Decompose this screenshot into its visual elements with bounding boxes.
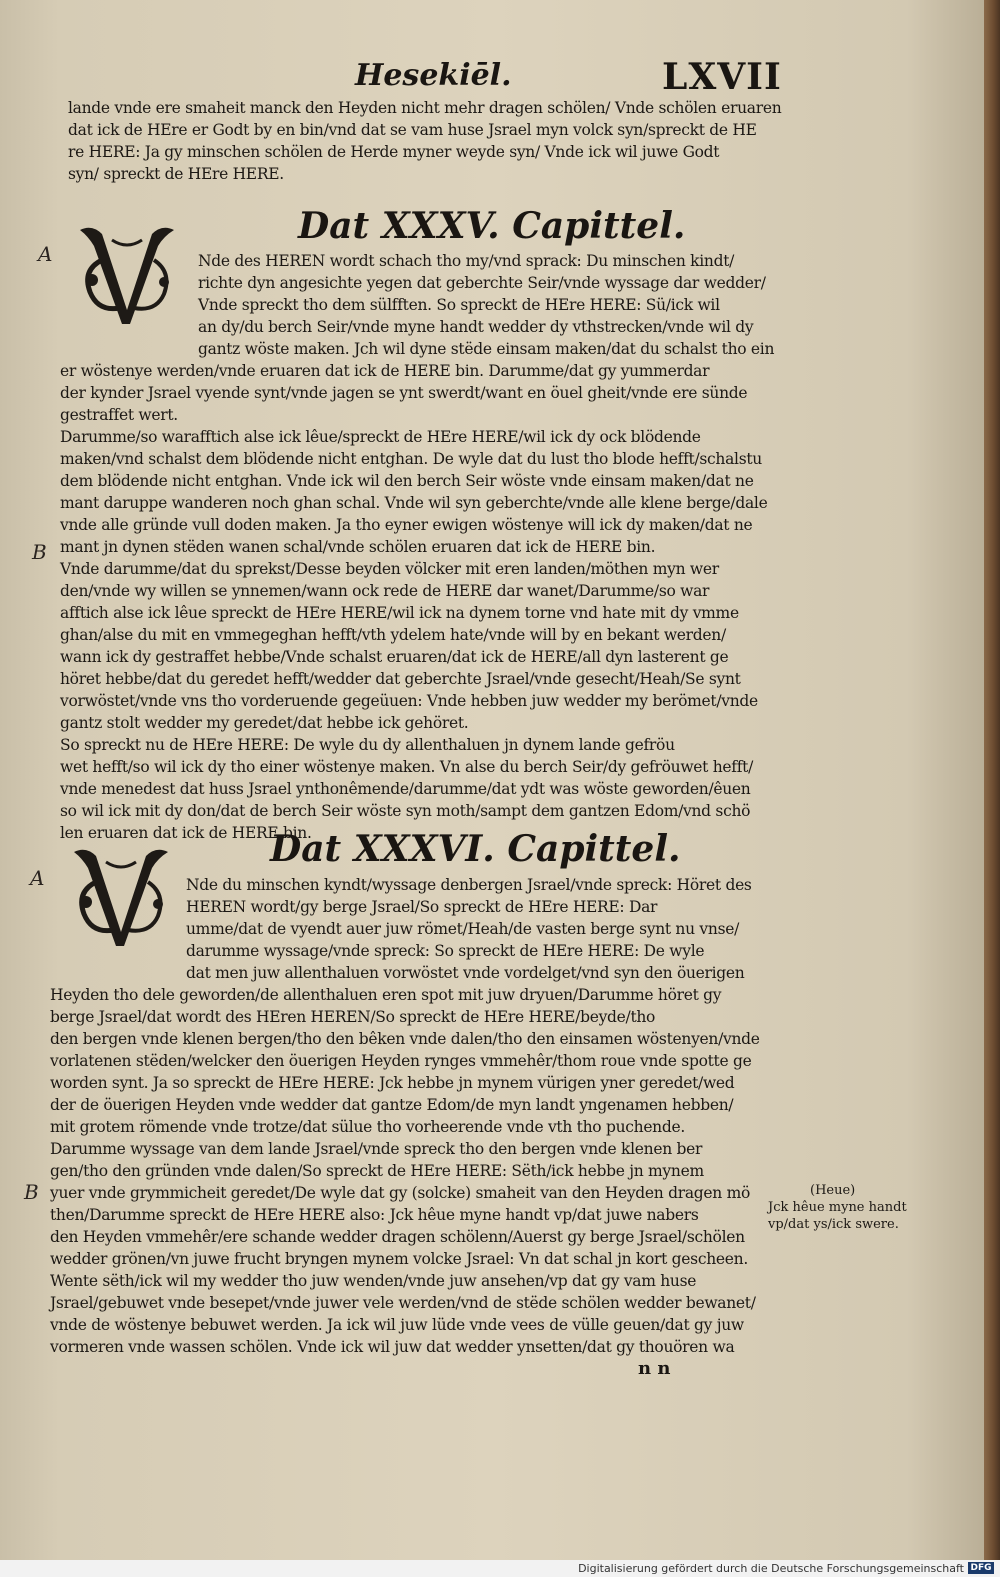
chapter36-line: wedder grönen/vn juwe frucht bryngen mynem volcke Jsrael: Vn dat schal jn kort gescheen. xyxy=(50,1250,748,1268)
chapter36-line: den Heyden vmmehêr/ere schande wedder dragen schölenn/Auerst gy berge Jsrael/schölen xyxy=(50,1228,745,1246)
chapter36-line: worden synt. Ja so spreckt de HEre HERE: Jck hebbe jn mynem vürigen yner geredet/wed xyxy=(50,1074,735,1092)
signature-mark: n n xyxy=(638,1358,671,1379)
chapter36-line: den bergen vnde klenen bergen/tho den bêken vnde dalen/tho den einsamen wöstenyen/vnde xyxy=(50,1030,760,1048)
chapter35-line: höret hebbe/dat du geredet hefft/wedder dat geberchte Jsrael/vnde gesecht/Heah/Se synt xyxy=(60,670,741,688)
chapter35-line: So spreckt nu de HEre HERE: De wyle du dy allenthaluen jn dynem lande gefröu xyxy=(60,736,675,754)
chapter35-line: vnde menedest dat huss Jsrael ynthonêmende/darumme/dat ydt was wöste geworden/êuen xyxy=(60,780,751,798)
chapter35-line: Darumme/so warafftich alse ick lêue/spreckt de HEre HERE/wil ick dy ock blödende xyxy=(60,428,701,446)
footer-credit: Digitalisierung gefördert durch die Deutsche Forschungsgemeinschaft xyxy=(578,1562,964,1575)
chapter35-line: vorwöstet/vnde vns tho vorderuende gegeüuen: Vnde hebben juw wedder my berömet/vnde xyxy=(60,692,758,710)
chapter35-line: gantz stolt wedder my geredet/dat hebbe ick gehöret. xyxy=(60,714,469,732)
chapter35-line: Nde des HEREN wordt schach tho my/vnd sprack: Du minschen kindt/ xyxy=(198,252,735,270)
chapter35-line: wann ick dy gestraffet hebbe/Vnde schalst eruaren/dat ick de HERE/all dyn lasterent ge xyxy=(60,648,729,666)
chapter36-line: vnde de wöstenye bebuwet werden. Ja ick wil juw lüde vnde vees de vülle geuen/dat gy juw xyxy=(50,1316,744,1334)
chapter35-line: Vnde darumme/dat du sprekst/Desse beyden völcker mit eren landen/möthen myn wer xyxy=(60,560,719,578)
chapter36-line: dat men juw allenthaluen vorwöstet vnde vordelget/vnd syn den öuerigen xyxy=(186,964,745,982)
chapter36-line: vorlatenen stëden/welcker den öuerigen Heyden rynges vmmehêr/thom roue vnde spotte ge xyxy=(50,1052,752,1070)
chapter36-line: gen/tho den gründen vnde dalen/So spreckt de HEre HERE: Sëth/ick hebbe jn mynem xyxy=(50,1162,704,1180)
margin-letter-b: B xyxy=(24,1180,39,1204)
chapter35-line: mant daruppe wanderen noch ghan schal. Vnde wil syn geberchte/vnde alle klene berge/dale xyxy=(60,494,768,512)
chapter36-line: Nde du minschen kyndt/wyssage denbergen Jsrael/vnde spreck: Höret des xyxy=(186,876,752,894)
chapter35-line: so wil ick mit dy don/dat de berch Seir wöste syn moth/sampt dem gantzen Edom/vnd schö xyxy=(60,802,751,820)
chapter36-line: der de öuerigen Heyden vnde wedder dat gantze Edom/de myn landt yngenamen hebben/ xyxy=(50,1096,734,1114)
sidenote-line: Jck hêue myne handt xyxy=(768,1200,907,1215)
decorated-initial-v xyxy=(66,842,176,952)
chapter36-line: HEREN wordt/gy berge Jsrael/So spreckt de HEre HERE: Dar xyxy=(186,898,658,916)
chapter35-line: maken/vnd schalst dem blödende nicht entghan. De wyle dat du lust tho blode hefft/schalstu xyxy=(60,450,762,468)
chapter35-line: er wöstenye werden/vnde eruaren dat ick de HERE bin. Darumme/dat gy yummerdar xyxy=(60,362,710,380)
chapter36-line: then/Darumme spreckt de HEre HERE also: Jck hêue myne handt vp/dat juwe nabers xyxy=(50,1206,699,1224)
chapter35-line: wet hefft/so wil ick dy tho einer wöstenye maken. Vn alse du berch Seir/dy gefröuwet hefft/ xyxy=(60,758,753,776)
chapter35-line: vnde alle gründe vull doden maken. Ja tho eyner ewigen wöstenye will ick dy maken/dat ne xyxy=(60,516,753,534)
chapter36-line: vormeren vnde wassen schölen. Vnde ick wil juw dat wedder ynsetten/dat gy thouören wa xyxy=(50,1338,735,1356)
chapter36-line: Darumme wyssage van dem lande Jsrael/vnde spreck tho den bergen vnde klenen ber xyxy=(50,1140,703,1158)
chapter35-line: dem blödende nicht entghan. Vnde ick wil den berch Seir wöste vnde einsam maken/dat ne xyxy=(60,472,754,490)
chapter36-line: darumme wyssage/vnde spreck: So spreckt de HEre HERE: De wyle xyxy=(186,942,705,960)
chapter36-line: berge Jsrael/dat wordt des HEren HEREN/So spreckt de HEre HERE/beyde/tho xyxy=(50,1008,656,1026)
chapter35-line: an dy/du berch Seir/vnde myne handt wedder dy vthstrecken/vnde wil dy xyxy=(198,318,754,336)
chapter35-line: mant jn dynen stëden wanen schal/vnde schölen eruaren dat ick de HERE bin. xyxy=(60,538,656,556)
intro-line: re HERE: Ja gy minschen schölen de Herde myner weyde syn/ Vnde ick wil juwe Godt xyxy=(68,143,720,161)
chapter35-line: ghan/alse du mit en vmmegeghan hefft/vth ydelem hate/vnde will by en bekant werden/ xyxy=(60,626,726,644)
folio-number: LXVII xyxy=(662,56,782,98)
dfg-logo: DFG xyxy=(968,1562,994,1574)
chapter-heading: Dat XXXV. Capittel. xyxy=(298,205,686,247)
chapter36-line: Heyden tho dele geworden/de allenthaluen eren spot mit juw dryuen/Darumme höret gy xyxy=(50,986,722,1004)
chapter35-line: Vnde spreckt tho dem sülfften. So spreckt de HEre HERE: Sü/ick wil xyxy=(198,296,720,314)
chapter36-line: mit grotem römende vnde trotze/dat sülue tho vorheerende vnde vth tho puchende. xyxy=(50,1118,685,1136)
chapter35-line: gestraffet wert. xyxy=(60,406,178,424)
running-head-title: Hesekiēl. xyxy=(355,58,512,93)
chapter35-line: len eruaren dat ick de HERE bin. xyxy=(60,824,312,842)
chapter36-line: Wente sëth/ick wil my wedder tho juw wenden/vnde juw ansehen/vp dat gy vam huse xyxy=(50,1272,697,1290)
sidenote-line: (Heue) xyxy=(810,1183,856,1198)
chapter35-line: afftich alse ick lêue spreckt de HEre HERE/wil ick na dynem torne vnd hate mit dy vmme xyxy=(60,604,739,622)
page-edge xyxy=(984,0,1000,1560)
chapter35-line: den/vnde wy willen se ynnemen/wann ock rede de HERE dar wanet/Darumme/so war xyxy=(60,582,710,600)
decorated-initial-v xyxy=(72,220,182,330)
intro-line: lande vnde ere smaheit manck den Heyden nicht mehr dragen schölen/ Vnde schölen eruaren xyxy=(68,99,782,117)
margin-letter-a: A xyxy=(30,866,45,890)
intro-line: syn/ spreckt de HEre HERE. xyxy=(68,165,284,183)
chapter36-line: umme/dat de vyendt auer juw römet/Heah/de vasten berge synt nu vnse/ xyxy=(186,920,740,938)
margin-letter-b: B xyxy=(32,540,47,564)
intro-line: dat ick de HEre er Godt by en bin/vnd dat se vam huse Jsrael myn volck syn/spreckt de HE xyxy=(68,121,757,139)
sidenote-line: vp/dat ys/ick swere. xyxy=(768,1217,899,1232)
margin-letter-a: A xyxy=(38,242,53,266)
chapter35-line: der kynder Jsrael vyende synt/vnde jagen se ynt swerdt/want en öuel gheit/vnde ere sünde xyxy=(60,384,748,402)
chapter35-line: richte dyn angesichte yegen dat geberchte Seir/vnde wyssage dar wedder/ xyxy=(198,274,766,292)
chapter-heading: Dat XXXVI. Capittel. xyxy=(270,828,681,870)
chapter36-line: yuer vnde grymmicheit geredet/De wyle dat gy (solcke) smaheit van den Heyden dragen mö xyxy=(50,1184,750,1202)
chapter36-line: Jsrael/gebuwet vnde besepet/vnde juwer vele werden/vnd de stëde schölen wedder bewanet/ xyxy=(50,1294,756,1312)
chapter35-line: gantz wöste maken. Jch wil dyne stëde einsam maken/dat du schalst tho ein xyxy=(198,340,775,358)
